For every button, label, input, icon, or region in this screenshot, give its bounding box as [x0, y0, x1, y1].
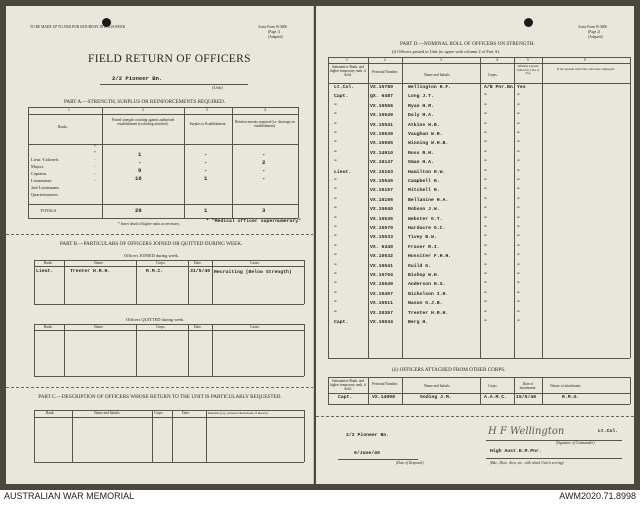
roll-present: "	[517, 103, 520, 109]
brigade-unit: High Aust.H.M.Pnr.	[490, 449, 542, 454]
roll-corps: "	[484, 244, 487, 250]
roll-num: VX.14910	[370, 150, 394, 156]
roll-present: "	[517, 301, 520, 307]
roll-name: Anderson H.S.	[408, 282, 446, 288]
col-header-employment: If not present with Unit, state how employed.	[557, 67, 615, 71]
roll-num: VX.15570	[370, 226, 394, 231]
roll-present: "	[517, 179, 520, 184]
roll-num: VX.15156	[370, 197, 394, 203]
surplus-value: -	[204, 167, 208, 174]
col-header: Name and Initials.	[424, 384, 451, 388]
form-ref: Army Form W.3006	[258, 25, 288, 29]
roll-rank: "	[334, 103, 337, 109]
roll-rank: "	[334, 235, 337, 241]
right-page	[316, 6, 634, 484]
partD-heading: PART D.—NOMINAL ROLL OF OFFICERS ON STRENGTH.	[400, 41, 535, 47]
rank-label: Majors	[31, 164, 44, 169]
quitted-title: Officers QUITTED during week.	[126, 317, 185, 322]
posted-value: -	[138, 159, 142, 166]
roll-corps: "	[484, 150, 487, 156]
roll-corps: "	[484, 226, 487, 231]
reinf-value: -	[262, 151, 266, 158]
roll-present: "	[517, 263, 520, 269]
joined-corps: R.M.C.	[146, 269, 164, 274]
col-header-corps: Corps.	[488, 73, 498, 77]
surplus-value: -	[204, 151, 208, 158]
col-header-surplus: Surplus to Establishment.	[189, 122, 227, 126]
partD-sub-ii: (ii) OFFICERS ATTACHED FROM OTHER CORPS.	[392, 367, 506, 373]
roll-rank: Lt.Col.	[334, 85, 355, 90]
roll-corps: "	[484, 141, 487, 147]
roll-rank: "	[334, 282, 337, 288]
roll-rank: Capt.	[334, 94, 349, 100]
roll-num: VX.15780	[370, 85, 394, 90]
col-num: 2	[384, 58, 386, 62]
roll-present: "	[517, 94, 520, 100]
roll-corps: "	[484, 291, 487, 297]
roll-present: "	[517, 113, 520, 119]
roll-present: "	[517, 235, 520, 241]
unit-name: 2/2 Pioneer Bn.	[112, 75, 163, 82]
col-num: 1	[346, 58, 348, 62]
total-posted: 26	[135, 207, 142, 214]
roll-present: "	[517, 122, 520, 128]
roll-num: VX.16147	[370, 160, 394, 166]
roll-name: Atkins H.B.	[408, 122, 440, 128]
roll-num: VX.15549	[370, 282, 394, 288]
roll-num: VX.15545	[370, 179, 394, 184]
roll-corps: "	[484, 113, 487, 119]
roll-present: "	[517, 207, 520, 213]
roll-num: VX.15533	[370, 235, 394, 241]
roll-name: Campbell H.	[408, 179, 440, 184]
top-note: TO BE MADE UP TO AND FOR SATURDAY IN EACH WEEK.	[30, 25, 127, 29]
roll-name: Mitchell H.	[408, 188, 440, 194]
col-num: 1	[68, 108, 70, 112]
roll-name: Bellanine H.A.	[408, 197, 449, 203]
partA-footnote: * Insert detail of higher ranks as necessary.	[118, 222, 180, 226]
roll-name: Wellington H.F.	[408, 85, 452, 90]
unit-label: (Unit)	[212, 85, 223, 90]
roll-num: VX.15541	[370, 122, 394, 128]
roll-corps: "	[484, 132, 487, 137]
joined-cause: Recruiting (Below Strength)	[214, 270, 292, 275]
roll-name: Nason G.J.B.	[408, 301, 443, 307]
roll-name: Long J.T.	[408, 94, 434, 100]
partA-heading: PART A.—STRENGTH, SURPLUS OR REINFORCEMENTS REQUIRED.	[64, 99, 226, 105]
roll-rank: "	[334, 291, 337, 297]
joined-title: Officers JOINED during week.	[124, 253, 179, 258]
roll-rank: "	[334, 207, 337, 213]
col-header: Personal Number.	[372, 382, 398, 386]
reinf-value: -	[262, 167, 266, 174]
form-ref-page: (Page 2)	[588, 30, 601, 34]
roll-name: Hardacre G.C.	[408, 226, 446, 231]
roll-corps: "	[484, 273, 487, 278]
form-ref: Army Form W.3006	[578, 25, 608, 29]
partB-heading: PART B.—PARTICULARS OF OFFICERS JOINED OR QUITTED DURING WEEK.	[60, 241, 243, 247]
rank-label: Lieut.-Colonels	[31, 157, 59, 162]
roll-name: Tivey B.W.	[408, 235, 437, 241]
roll-rank: "	[334, 160, 337, 166]
reinf-value: -	[262, 175, 266, 182]
col-header: Name.	[94, 325, 104, 329]
roll-name: Robson J.W.	[408, 207, 440, 213]
roll-num: VX.15040	[370, 207, 394, 213]
col-header: Cause.	[250, 261, 260, 265]
despatch-date-label: (Date of Despatch)	[396, 461, 424, 465]
roll-present: "	[517, 320, 520, 325]
roll-num: VX.15535	[370, 216, 394, 222]
roll-present: "	[517, 291, 520, 297]
posted-value: 16	[135, 175, 142, 182]
roll-rank: Capt.	[334, 320, 349, 325]
col-header: Nature of attachment.	[550, 384, 582, 388]
roll-corps: "	[484, 122, 487, 128]
col-header: Date.	[194, 325, 202, 329]
surplus-value: 1	[204, 175, 208, 182]
col-header-name: Name and Initials.	[424, 73, 451, 77]
roll-corps: A/B Pnr.Bn.	[484, 85, 516, 90]
roll-num: VX.15157	[370, 188, 394, 194]
brigade-label: (Bde., Divn., Area, etc., with which Unit is serving)	[490, 461, 564, 465]
roll-rank: "	[334, 226, 337, 231]
roll-num: QX. 6487	[370, 94, 394, 100]
roll-corps: "	[484, 103, 487, 109]
col-header: Corps.	[156, 325, 166, 329]
roll-name: Webster G.T.	[408, 216, 443, 222]
col-num: 6	[584, 58, 586, 62]
col-header-rank: Substantive Rank, and higher temporary rank, if held.	[329, 65, 367, 78]
roll-name: Nicholson I.H.	[408, 291, 449, 297]
roll-num: VX.15549	[370, 113, 394, 119]
col-header: Rank.	[46, 411, 55, 415]
form-ref-adapted: (Adapted)	[268, 35, 283, 39]
roll-name: Ryan H.M.	[408, 103, 434, 109]
attached-name: Goding J.M.	[420, 395, 452, 400]
roll-name: Fraser R.I.	[408, 244, 440, 250]
col-header-present: Whether present with Unit. (Yes or No)	[516, 64, 540, 76]
roll-corps: "	[484, 320, 487, 325]
archive-id: AWM2020.71.8998	[559, 491, 636, 501]
roll-corps: "	[484, 310, 487, 316]
roll-name: Berg H.	[408, 320, 429, 325]
col-header-ranks: Ranks.	[58, 125, 68, 129]
roll-corps: "	[484, 235, 487, 241]
roll-num: VX.15565	[370, 141, 394, 147]
roll-corps: "	[484, 179, 487, 184]
roll-corps: "	[484, 301, 487, 307]
rank-label: 2nd Lieutenants	[31, 185, 60, 190]
roll-present: "	[517, 244, 520, 250]
col-header: Substantive Rank, and higher temporary rank, if held.	[329, 379, 367, 392]
col-header: Date.	[194, 261, 202, 265]
roll-num: VX.15556	[370, 103, 394, 109]
roll-num: VX.15541	[370, 263, 394, 269]
roll-rank: "	[334, 179, 337, 184]
roll-rank: "	[334, 254, 337, 260]
roll-present: "	[517, 226, 520, 231]
roll-present: "	[517, 282, 520, 288]
archive-caption: AUSTRALIAN WAR MEMORIAL	[4, 491, 135, 501]
roll-num: VX.15704	[370, 273, 394, 278]
roll-present: Yes	[517, 85, 526, 90]
attached-corps: A.A.M.C.	[484, 395, 508, 400]
totals-label: TOTALS	[40, 208, 57, 213]
roll-num: VX.15163	[370, 169, 394, 175]
roll-corps: "	[484, 282, 487, 288]
roll-rank: "	[334, 216, 337, 222]
col-header-number: Personal Number.	[372, 70, 398, 74]
roll-present: "	[517, 160, 520, 166]
roll-rank: Lieut.	[334, 169, 352, 175]
roll-name: Winning W.H.B.	[408, 141, 449, 147]
partD-sub-i: (i) Officers posted to Unit (to agree with column 2 of Part A).	[392, 49, 501, 54]
roll-present: "	[517, 188, 520, 194]
col-header: Rank.	[44, 325, 53, 329]
despatch-date: 6/June/40	[354, 451, 380, 456]
roll-num: VX.20357	[370, 310, 394, 316]
roll-corps: "	[484, 263, 487, 269]
roll-corps: "	[484, 169, 487, 175]
roll-present: "	[517, 132, 520, 137]
roll-present: "	[517, 254, 520, 260]
rank-label: Quartermasters	[31, 192, 58, 197]
punch-hole	[524, 18, 533, 27]
roll-rank: "	[334, 150, 337, 156]
roll-present: "	[517, 197, 520, 203]
col-num: 4	[496, 58, 498, 62]
col-header: Name.	[94, 261, 104, 265]
col-header-reinf: Reinforcements required (i.e. shortage on establishment).	[235, 120, 295, 129]
col-num: 5	[527, 58, 529, 62]
attached-rank: Capt.	[338, 395, 353, 400]
roll-num: VX.15407	[370, 291, 394, 297]
roll-corps: "	[484, 197, 487, 203]
roll-present: "	[517, 273, 520, 278]
col-header: Date.	[182, 411, 190, 415]
roll-rank: "	[334, 132, 337, 137]
left-page: TO BE MADE UP TO AND FOR SATURDAY IN EACH WEEK. Army Form W.3006 (Page 1) (Adapted) FIELD RETURN OF OFFICERS 2/2 Pioneer Bn. (Unit) PART A.—STRENGTH, SURPLUS OR REINFORCEMENTS REQUIRED. 1 2 3 4 Ranks. Posted strength counting against authorised establishment (excluding attached). Surplus to Establishment. Reinforcements required (i.e. shortage on establishment). * * Lieut.-Colonels Majors Captains Lieutenants 2nd Lieutenants Quartermasters .. .. .. .. 1 - 9 16 - - - 1 - 2 - - TOTALS 26 1 3 * Insert detail of higher ranks as necessary. * "Medical officer supernumerary" PART B.—PARTICULARS OF OFFICERS JOINED OR QUITTED DURING WEEK. Officers JOINED during week. Rank. Name. Corps. Date. Cause. Lieut. Trenter H.R.H. R.M.C. 31/5/40 Recruiting (Below Strength) Officers QUITTED during week. Rank. Name. Corps. Date. Cause. PART C.—DESCRIPTION OF OFFICERS WHOSE RETURN TO THE UNIT IS PARTICULARLY REQUESTED. Rank. Name and Initials. Corps. Date. Remarks (e.g., present whereabouts, if known).	[6, 6, 314, 484]
posted-value: 9	[138, 167, 142, 174]
roll-rank: "	[334, 197, 337, 203]
roll-num: VX.15511	[370, 301, 394, 307]
roll-corps: "	[484, 160, 487, 166]
roll-name: Daly H.A.	[408, 113, 434, 119]
joined-date: 31/5/40	[190, 269, 211, 274]
col-header: Corps.	[156, 261, 166, 265]
roll-name: Vaughan W.R.	[408, 132, 443, 137]
col-header: Date of attachment.	[519, 382, 537, 391]
roll-present: "	[517, 216, 520, 222]
col-header: Rank.	[44, 261, 53, 265]
roll-rank: "	[334, 244, 337, 250]
posted-value: 1	[138, 151, 142, 158]
joined-rank: Lieut.	[36, 269, 54, 274]
commander-label: (Signature of Commander)	[556, 441, 595, 445]
roll-rank: "	[334, 188, 337, 194]
attached-number: VX.14908	[372, 395, 396, 400]
roll-name: Oman H.A.	[408, 160, 434, 166]
form-ref-page: (Page 1)	[268, 30, 281, 34]
roll-present: "	[517, 169, 520, 175]
roll-name: Bishop W.H.	[408, 273, 440, 278]
roll-name: Hamilton H.W.	[408, 169, 446, 175]
roll-rank: "	[334, 263, 337, 269]
commander-signature: H F Wellington	[488, 426, 565, 437]
col-header: Corps.	[154, 411, 164, 415]
roll-corps: "	[484, 94, 487, 100]
roll-num: VX. 6349	[370, 244, 394, 250]
partC-heading: PART C.—DESCRIPTION OF OFFICERS WHOSE RETURN TO THE UNIT IS PARTICULARLY REQUESTED.	[38, 394, 282, 400]
col-header: Corps.	[488, 384, 498, 388]
rank-label: Captains	[31, 171, 47, 176]
roll-num: VX.15634	[370, 320, 394, 325]
roll-rank: "	[334, 113, 337, 119]
total-surplus: 1	[204, 207, 208, 214]
col-header: Name and Initials.	[94, 411, 121, 415]
signature-rank: Lt.Col.	[598, 429, 619, 434]
roll-present: "	[517, 141, 520, 147]
col-num: 4	[264, 108, 266, 112]
roll-name: Guild G.	[408, 263, 432, 269]
reinf-value: 2	[262, 159, 266, 166]
roll-name: Trenter H.R.H.	[408, 310, 449, 316]
joined-name: Trenter H.R.H.	[70, 269, 111, 274]
attached-date: 15/5/40	[516, 395, 537, 400]
col-header: Remarks (e.g., present whereabouts, if known).	[208, 411, 269, 415]
partA-remark: * "Medical officer supernumerary"	[206, 219, 301, 224]
roll-corps: "	[484, 207, 487, 213]
roll-rank: "	[334, 310, 337, 316]
roll-num: VX.15532	[370, 254, 394, 260]
roll-rank: "	[334, 141, 337, 147]
roll-name: Hossiter F.H.H.	[408, 254, 452, 260]
surplus-value: -	[204, 159, 208, 166]
roll-num: VX.15539	[370, 132, 394, 137]
col-header: Cause.	[250, 325, 260, 329]
form-ref-adapted: (Adapted)	[588, 35, 603, 39]
page-title: FIELD RETURN OF OFFICERS	[88, 53, 251, 65]
roll-corps: "	[484, 254, 487, 260]
footer-unit: 2/2 Pioneer Bn.	[346, 433, 390, 438]
roll-present: "	[517, 310, 520, 316]
col-num: 3	[206, 108, 208, 112]
roll-rank: "	[334, 273, 337, 278]
col-header-posted: Posted strength counting against authorised establishment (excluding attached).	[111, 118, 175, 127]
col-num: 3	[440, 58, 442, 62]
rank-label: Lieutenants	[31, 178, 52, 183]
total-reinf: 3	[262, 207, 266, 214]
roll-corps: "	[484, 216, 487, 222]
roll-present: "	[517, 150, 520, 156]
col-num: 2	[142, 108, 144, 112]
roll-rank: "	[334, 301, 337, 307]
roll-name: Ross R.H.	[408, 150, 434, 156]
attached-nature: R.M.O.	[562, 395, 580, 400]
roll-rank: "	[334, 122, 337, 128]
roll-corps: "	[484, 188, 487, 194]
